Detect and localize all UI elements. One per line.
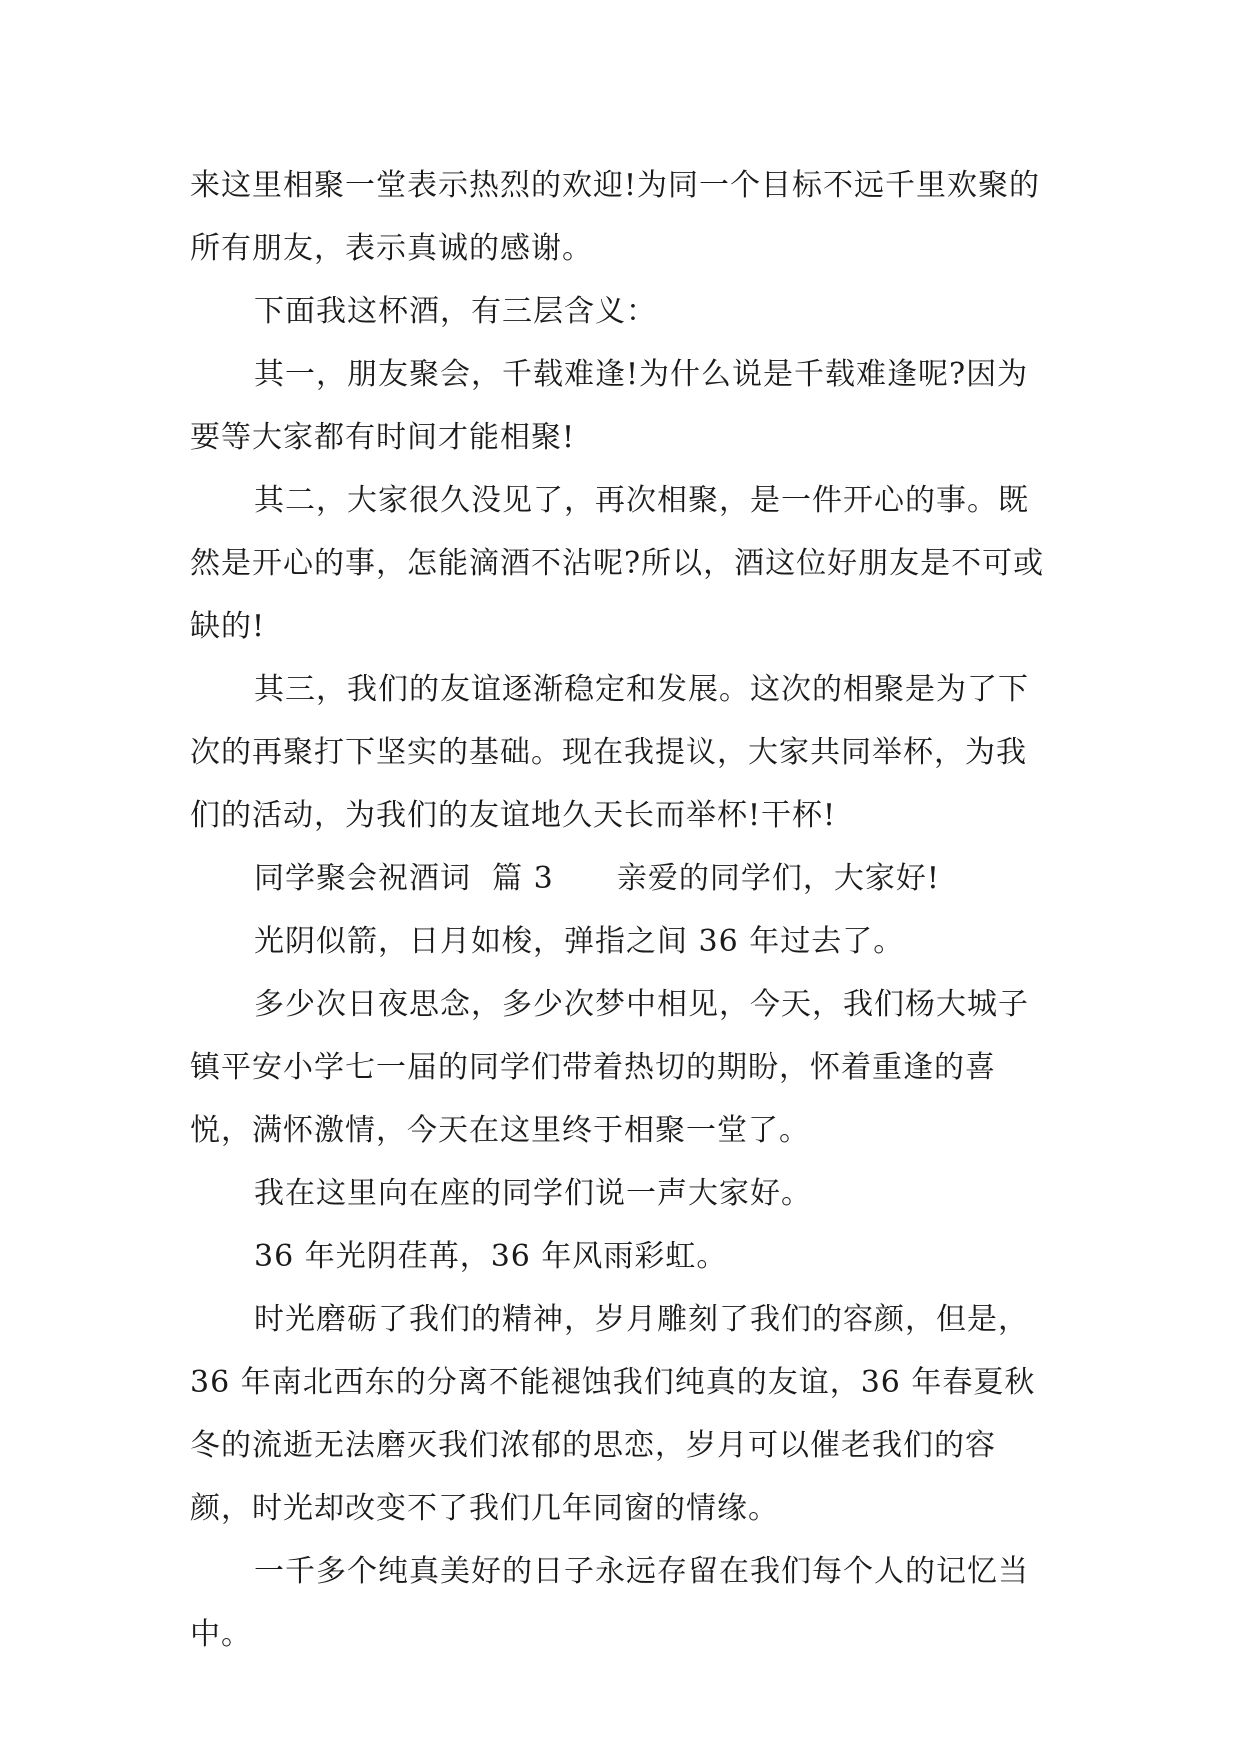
paragraph-1: 来这里相聚一堂表示热烈的欢迎!为同一个目标不远千里欢聚的所有朋友，表示真诚的感谢。: [190, 168, 1041, 266]
paragraph-7: 光阴似箭，日月如梭，弹指之间 36 年过去了。: [254, 924, 905, 959]
paragraph-5: 其三，我们的友谊逐渐稳定和发展。这次的相聚是为了下次的再聚打下坚实的基础。现在我提议，大家共同举杯，为我们的活动，为我们的友谊地久天长而举杯!干杯!: [190, 672, 1029, 833]
paragraph-9: 我在这里向在座的同学们说一声大家好。: [254, 1176, 812, 1211]
paragraph-11: 时光磨砺了我们的精神，岁月雕刻了我们的容颜，但是，36 年南北西东的分离不能褪蚀我们纯真的友谊，36 年春夏秋冬的流逝无法磨灭我们浓郁的思恋，岁月可以催老我们的容颜，时光却改变不了我们几年同窗的情缘。: [190, 1302, 1036, 1526]
paragraph-10: 36 年光阴荏苒，36 年风雨彩虹。: [254, 1239, 728, 1274]
section-heading: 同学聚会祝酒词 篇 3 亲爱的同学们，大家好!: [254, 861, 940, 896]
document-body: [190, 154, 1050, 1666]
paragraph-2: 下面我这杯酒，有三层含义：: [254, 294, 657, 329]
paragraph-4: 其二，大家很久没见了，再次相聚，是一件开心的事。既然是开心的事，怎能滴酒不沾呢?所以，酒这位好朋友是不可或缺的!: [190, 483, 1045, 644]
paragraph-8: 多少次日夜思念，多少次梦中相见，今天，我们杨大城子镇平安小学七一届的同学们带着热切的期盼，怀着重逢的喜悦，满怀激情，今天在这里终于相聚一堂了。: [190, 987, 1029, 1148]
paragraph-12: 一千多个纯真美好的日子永远存留在我们每个人的记忆当中。: [190, 1554, 1029, 1652]
paragraph-3: 其一，朋友聚会，千载难逢!为什么说是千载难逢呢?因为要等大家都有时间才能相聚!: [190, 357, 1029, 455]
